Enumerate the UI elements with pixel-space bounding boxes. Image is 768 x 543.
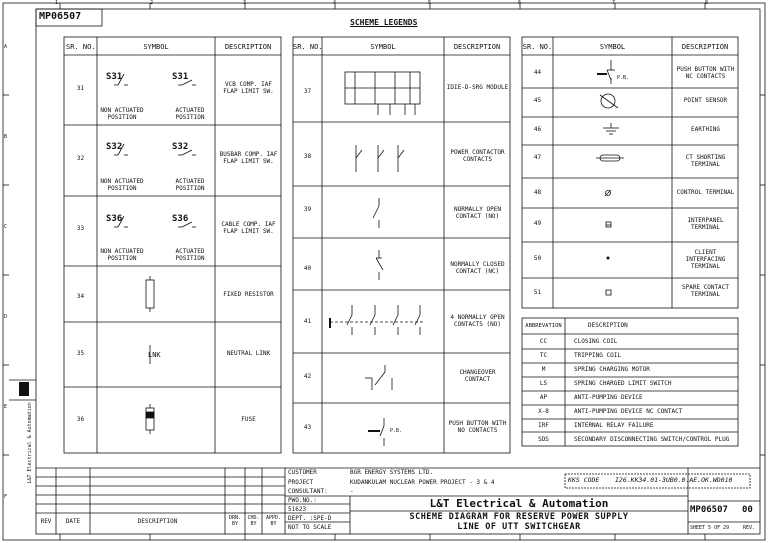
push-button-label: P.B. — [390, 428, 403, 434]
left-row-no: 33 — [76, 225, 85, 232]
left-row-desc: FUSE — [241, 416, 256, 423]
left-row-desc: VCB COMP. IAF FLAP LIMIT SW. — [223, 81, 274, 95]
mid-row-desc: NORMALLY OPEN CONTACT (NO) — [454, 206, 501, 220]
company-name: L&T Electrical & Automation — [429, 497, 609, 510]
left-row-desc: NEUTRAL LINK — [226, 350, 271, 357]
kks-label: KKS CODE — [568, 476, 600, 484]
col-number-7: 7 — [612, 0, 616, 6]
pwo-label: PWO.NO.: — [288, 497, 317, 504]
switch-caption: NON ACTUATED POSITION — [100, 248, 144, 262]
rev-col-chd: CHD. BY — [247, 515, 260, 527]
right-row-no: 48 — [533, 189, 542, 196]
mid-header-description: DESCRIPTION — [453, 43, 501, 51]
rev-label: REV. — [743, 525, 756, 531]
right-symbols — [596, 60, 624, 295]
row-letter-d: D — [4, 314, 8, 320]
rev-col-drn: DRN. BY — [228, 515, 242, 527]
abbrev-desc: CLOSING COIL — [574, 338, 618, 345]
right-row-no: 47 — [533, 154, 542, 161]
consultant-value: - — [350, 488, 354, 495]
left-row-no: 34 — [76, 293, 85, 300]
drawing-title-line-2: LINE OF UTT SWITCHGEAR — [457, 522, 581, 532]
drawing-title-line-1: SCHEME DIAGRAM FOR RESERVE POWER SUPPLY — [409, 512, 629, 522]
mid-row-desc: NORMALLY CLOSED CONTACT (NC) — [450, 261, 505, 275]
pwo-value: 51623 — [288, 506, 307, 513]
right-row-desc: POINT SENSOR — [683, 97, 728, 104]
left-header-symbol: SYMBOL — [143, 43, 169, 51]
drawing-revision: 00 — [742, 505, 753, 515]
switch-caption: NON ACTUATED POSITION — [100, 178, 144, 192]
right-row-no: 51 — [533, 289, 542, 296]
mid-row-no: 38 — [303, 153, 312, 160]
right-row-desc: CT SHORTING TERMINAL — [685, 154, 726, 168]
right-row-no: 45 — [533, 97, 542, 104]
mid-row-no: 39 — [303, 206, 312, 213]
mid-row-no: 40 — [303, 265, 312, 272]
col-number-2: 2 — [150, 0, 154, 6]
row-letter-b: B — [4, 134, 8, 140]
mid-row-desc: POWER CONTACTOR CONTACTS — [450, 149, 505, 163]
right-header-symbol: SYMBOL — [599, 43, 626, 51]
project-label: PROJECT — [288, 479, 314, 486]
left-row-no: 35 — [76, 350, 85, 357]
right-row-desc: CLIENT INTERFACING TERMINAL — [685, 249, 726, 270]
abbrev-code: IRF — [538, 422, 549, 429]
mid-row-no: 42 — [303, 373, 312, 380]
abbrev-header-desc: DESCRIPTION — [588, 322, 628, 329]
right-row-no: 49 — [533, 220, 542, 227]
mid-row-desc: PUSH BUTTON WITH NO CONTACTS — [448, 420, 507, 434]
drawing-number: MP06507 — [690, 505, 728, 515]
kks-code: I26.KK34.01-3UB0.0.AE.OK.WD010 — [615, 476, 733, 484]
right-header-description: DESCRIPTION — [681, 43, 729, 51]
row-letter-e: E — [4, 404, 8, 410]
abbrev-code: LS — [539, 380, 548, 387]
mid-row-desc: IDIE-D-SRG MODULE — [446, 84, 509, 91]
switch-label: S32 — [172, 142, 189, 152]
switch-label: S32 — [106, 142, 123, 152]
row-letter-c: C — [4, 224, 8, 230]
switch-label: S36 — [172, 214, 189, 224]
abbrev-code: TC — [539, 352, 548, 359]
switch-caption: ACTUATED POSITION — [175, 178, 205, 192]
left-header-description: DESCRIPTION — [224, 43, 272, 51]
switch-caption: NON ACTUATED POSITION — [100, 107, 144, 121]
customer-label: CUSTOMER — [288, 469, 317, 476]
mid-row-no: 37 — [303, 88, 312, 95]
left-header-srno: SR. NO. — [66, 43, 96, 51]
page-title: SCHEME LEGENDS — [350, 18, 418, 27]
rev-col-rev: REV — [40, 518, 52, 525]
right-row-desc: EARTHING — [691, 126, 720, 133]
mid-symbols — [330, 72, 425, 446]
abbrev-code: AP — [539, 394, 548, 401]
abbrev-desc: ANTI-PUMPING DEVICE — [574, 394, 643, 401]
consultant-label: CONSULTANT: — [288, 488, 328, 495]
abbrev-desc: SPRING CHARGING MOTOR — [574, 366, 650, 373]
mid-row-no: 41 — [303, 318, 312, 325]
abbrev-header-abbr: ABBREVATION — [525, 323, 562, 329]
col-number-3: 3 — [243, 0, 247, 6]
abbrev-desc: INTERNAL RELAY FAILURE — [574, 422, 654, 429]
dept-label: DEPT. :SPE-D — [288, 515, 332, 522]
right-row-desc: INTERPANEL TERMINAL — [687, 217, 724, 231]
col-number-6: 6 — [518, 0, 522, 6]
abbrev-code: X-8 — [538, 408, 549, 415]
abbrev-desc: SECONDARY DISCONNECTING SWITCH/CONTROL PLUG — [574, 436, 730, 443]
mid-header-srno: SR. NO. — [293, 43, 323, 51]
right-row-no: 46 — [533, 126, 542, 133]
right-header-srno: SR. NO. — [522, 43, 553, 51]
mid-row-desc: CHANGEOVER CONTACT — [459, 369, 496, 383]
sheet-code: MP06507 — [39, 11, 82, 22]
mid-row-desc: 4 NORMALLY OPEN CONTACTS (NO) — [450, 314, 505, 328]
left-row-no: 36 — [76, 416, 85, 423]
left-row-no: 32 — [76, 155, 85, 162]
col-number-5: 5 — [428, 0, 432, 6]
side-company-text: L&T Electrical & Automation — [26, 402, 33, 484]
switch-caption: ACTUATED POSITION — [175, 248, 205, 262]
abbrev-desc: TRIPPING COIL — [574, 352, 621, 359]
left-row-no: 31 — [76, 85, 85, 92]
rev-col-description: DESCRIPTION — [137, 518, 178, 525]
switch-label: S31 — [106, 72, 123, 82]
right-row-desc: SPARE CONTACT TERMINAL — [682, 284, 729, 298]
push-button-label: P.B. — [617, 75, 630, 81]
abbrev-code: CC — [539, 338, 548, 345]
switch-label: S36 — [106, 214, 123, 224]
row-letter-a: A — [4, 44, 8, 50]
rev-col-date: DATE — [65, 518, 81, 525]
col-number-1: 1 — [55, 0, 59, 6]
right-row-desc: CONTROL TERMINAL — [676, 189, 735, 196]
switch-label: S31 — [172, 72, 189, 82]
left-row-desc: CABLE COMP. IAF FLAP LIMIT SW. — [221, 221, 276, 235]
neutral-link-label: LNK — [148, 351, 161, 359]
switch-caption: ACTUATED POSITION — [175, 107, 205, 121]
right-row-desc: PUSH BUTTON WITH NC CONTACTS — [676, 66, 735, 80]
col-number-8: 8 — [705, 0, 709, 6]
sheet-number: SHEET 5 OF 29 — [690, 525, 730, 531]
mid-row-no: 43 — [303, 424, 312, 431]
left-row-desc: BUSBAR COMP. IAF FLAP LIMIT SW. — [219, 151, 278, 165]
abbrev-desc: ANTI-PUMPING DEVICE NC CONTACT — [574, 408, 683, 415]
customer-value: BGR ENERGY SYSTEMS LTD. — [350, 469, 434, 476]
right-row-no: 44 — [533, 69, 542, 76]
abbrev-code: SDS — [538, 436, 549, 443]
rev-col-appd: APPD. BY — [265, 515, 282, 527]
abbrev-code: M — [541, 366, 546, 373]
mid-header-symbol: SYMBOL — [370, 43, 396, 51]
right-row-no: 50 — [533, 255, 542, 262]
col-number-4: 4 — [333, 0, 337, 6]
row-letter-f: F — [4, 494, 8, 500]
scale-note: NOT TO SCALE — [288, 524, 332, 531]
project-value: KUDANKULAM NUCLEAR POWER PROJECT - 3 & 4 — [350, 479, 495, 486]
abbrev-desc: SPRING CHARGED LIMIT SWITCH — [574, 380, 672, 387]
left-row-desc: FIXED RESISTOR — [223, 291, 274, 298]
